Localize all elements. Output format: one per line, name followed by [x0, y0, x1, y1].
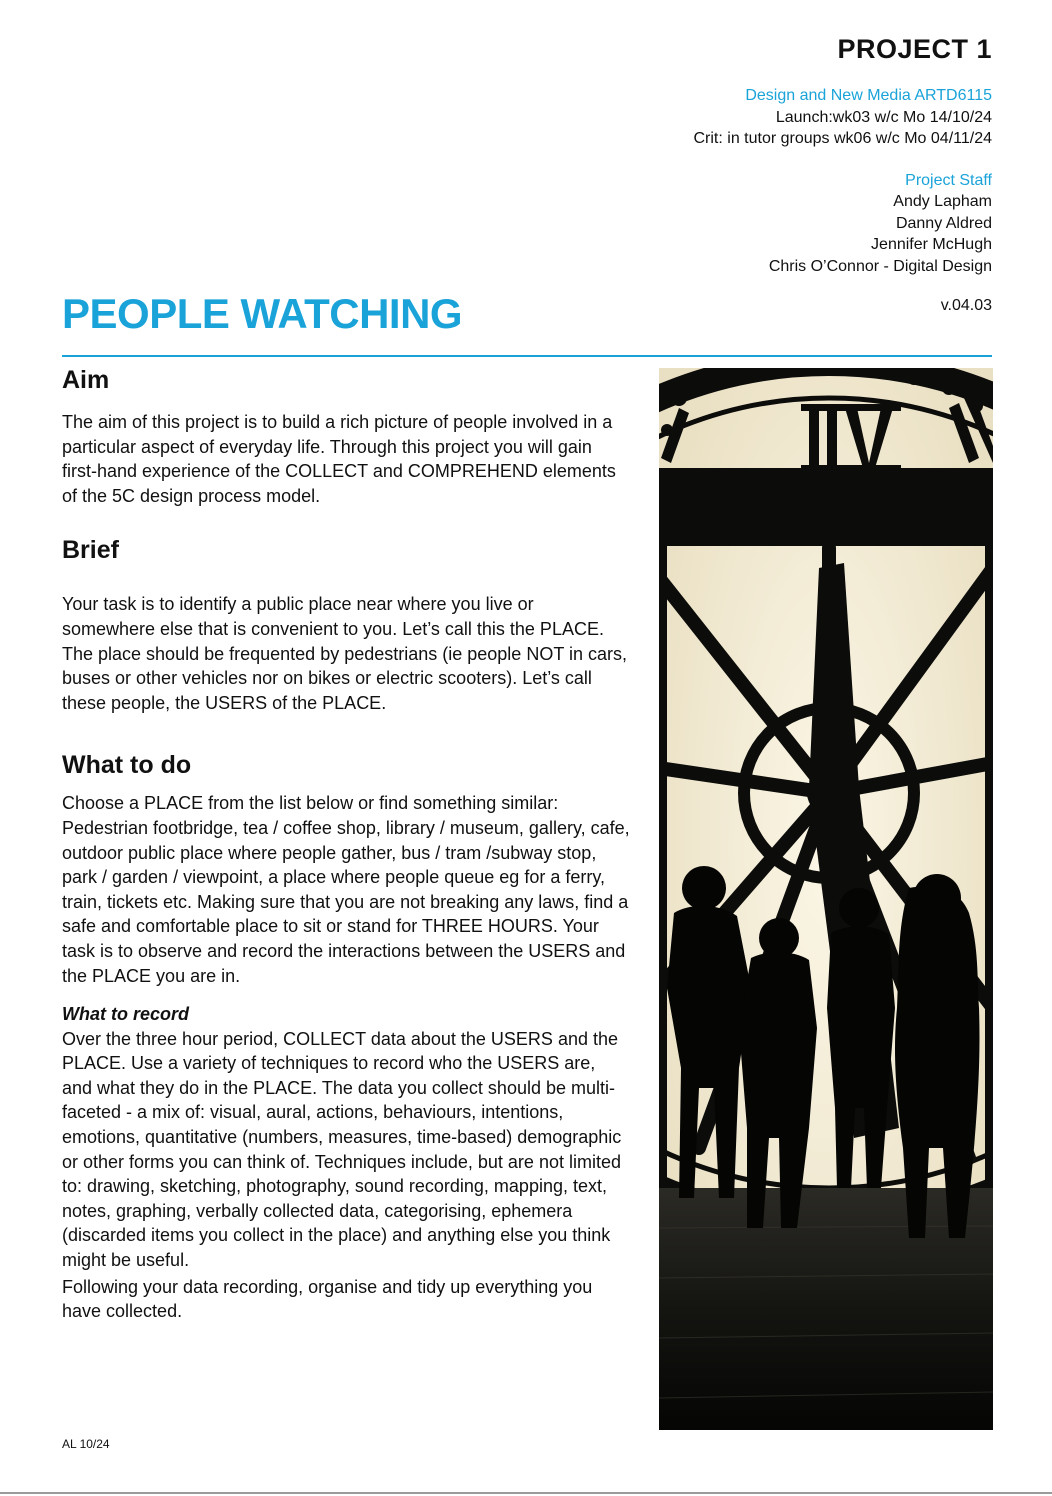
- aim-text: The aim of this project is to build a rich picture of people involved in a particular aspect of everyday life. Through this project you will gain first-hand experience of the COLLECT and COMPREHEND elements of the 5C design process model.: [62, 412, 616, 506]
- main-content: [62, 364, 630, 1324]
- what-to-record-heading: What to record: [62, 1004, 190, 1025]
- launch-date: Launch:wk03 w/c Mo 14/10/24: [775, 108, 992, 126]
- brief-text: Your task is to identify a public place near where you live or somewhere else that is convenient to you. Let’s call this the PLACE. The place should be frequented by pedestrians (ie people NOT in cars, buses or other vehicles nor on bikes or electric scooters). Let’s call these people, the USERS of the PLACE.: [62, 594, 628, 713]
- page-bottom-edge: [0, 1492, 1052, 1494]
- staff-member: Andy Lapham: [893, 193, 992, 210]
- brief-heading: Brief: [62, 536, 119, 565]
- footer-code: AL 10/24: [62, 1437, 110, 1451]
- staff-title: Project Staff: [905, 171, 992, 189]
- staff-member: Danny Aldred: [895, 214, 992, 232]
- header-info: [693, 34, 992, 277]
- staff-member: Jennifer McHugh: [871, 236, 992, 253]
- crit-date: Crit: in tutor groups wk06 w/c Mo 04/11/24: [693, 130, 992, 147]
- closing-text: Following your data recording, organise and tidy up everything you have collected.: [62, 1276, 593, 1322]
- version-label: v.04.03: [940, 297, 992, 314]
- aim-heading: Aim: [62, 366, 110, 394]
- what-to-record-text: Over the three hour period, COLLECT data about the USERS and the PLACE. Use a variety of techniques to record who the USERS are, and what they do in the PLACE. The data you collect should be multi-faceted - a mix of: visual, aural, actions, behaviours, intentions, emotions, quantitative (numbers, measures, time-based) demographic or other forms you can think of. Techniques include, but are not limited to: drawing, sketching, photography, sound recording, mapping, text, notes, graphing, verbally collected data, categorising, ephemera (discarded items you collect in the place) and anything else you think might be useful.: [62, 1028, 622, 1271]
- what-to-do-heading: What to do: [62, 751, 192, 780]
- page-title: PEOPLE WATCHING: [62, 290, 463, 337]
- staff-member: Chris O’Connor - Digital Design: [768, 257, 992, 275]
- what-to-do-text: Choose a PLACE from the list below or find something similar: Pedestrian footbridge, tea / coffee shop, library / museum, gallery, cafe, outdoor public place where people gather, bus / tram /subway stop, park / garden / viewpoint, a place where people queue eg for a ferry, train, tickets etc. Making sure that you are not breaking any laws, find a safe and comfortable place to sit or stand for THREE HOURS. Your task is to observe and record the interactions between the USERS and the PLACE you are in.: [62, 793, 630, 986]
- project-label: PROJECT 1: [837, 34, 992, 64]
- title-divider: [62, 355, 992, 357]
- clock-silhouette-photo: [659, 368, 993, 1430]
- staff-block: [693, 170, 992, 278]
- course-name: Design and New Media ARTD6115: [745, 87, 992, 104]
